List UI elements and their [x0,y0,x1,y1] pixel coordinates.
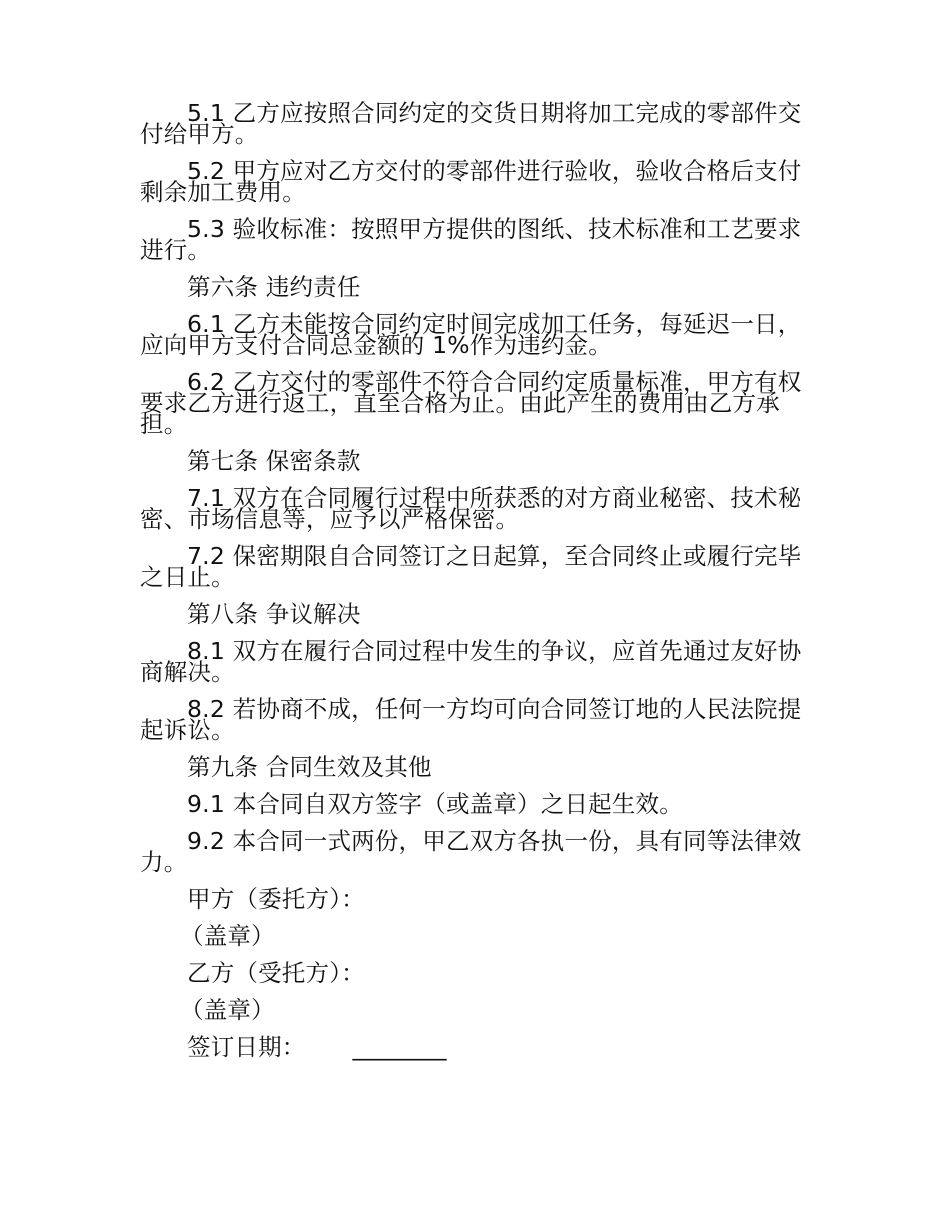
article-6-heading: 第六条 违约责任 [187,273,361,301]
signing-date [140,1033,808,1061]
party-a-label: 甲方（委托方）： [187,885,365,913]
clause-9-2: 9.2 本合同一式两份，甲乙双方各执一份，具有同等法律效力。 [140,827,802,876]
party-b-seal: （盖章） [180,996,275,1024]
clause-5-3: 5.3 验收标准：按照甲方提供的图纸、技术标准和工艺要求进行。 [140,215,802,264]
signing-date-blank: ________ [352,1033,447,1061]
clause-8-2: 8.2 若协商不成，任何一方均可向合同签订地的人民法院提起诉讼。 [140,695,802,744]
contract-body [140,99,808,1074]
clause-9-1: 9.1 本合同自双方签字（或盖章）之日起生效。 [187,790,683,818]
article-8-heading: 第八条 争议解决 [187,600,361,628]
clause-7-2: 7.2 保密期限自合同签订之日起算，至合同终止或履行完毕之日止。 [140,542,802,591]
party-b-label: 乙方（受托方）： [187,959,365,987]
clause-6-2: 6.2 乙方交付的零部件不符合合同约定质量标准，甲方有权要求乙方进行返工，直至合格为止。由此产生的费用由乙方承担。 [140,368,802,438]
clause-5-2: 5.2 甲方应对乙方交付的零部件进行验收，验收合格后支付剩余加工费用。 [140,157,802,206]
article-9-heading: 第九条 合同生效及其他 [187,753,432,781]
clause-6-1: 6.1 乙方未能按合同约定时间完成加工任务，每延迟一日，应向甲方支付合同总金额的 1%作为违约金。 [140,310,802,359]
clause-7-1: 7.1 双方在合同履行过程中所获悉的对方商业秘密、技术秘密、市场信息等，应予以严格保密。 [140,484,802,533]
clause-8-1: 8.1 双方在履行合同过程中发生的争议，应首先通过友好协商解决。 [140,637,802,686]
signing-date-label: 签订日期： [187,1033,306,1061]
clause-5-1: 5.1 乙方应按照合同约定的交货日期将加工完成的零部件交付给甲方。 [140,99,802,148]
article-7-heading: 第七条 保密条款 [187,447,361,475]
party-a-seal: （盖章） [180,922,275,950]
